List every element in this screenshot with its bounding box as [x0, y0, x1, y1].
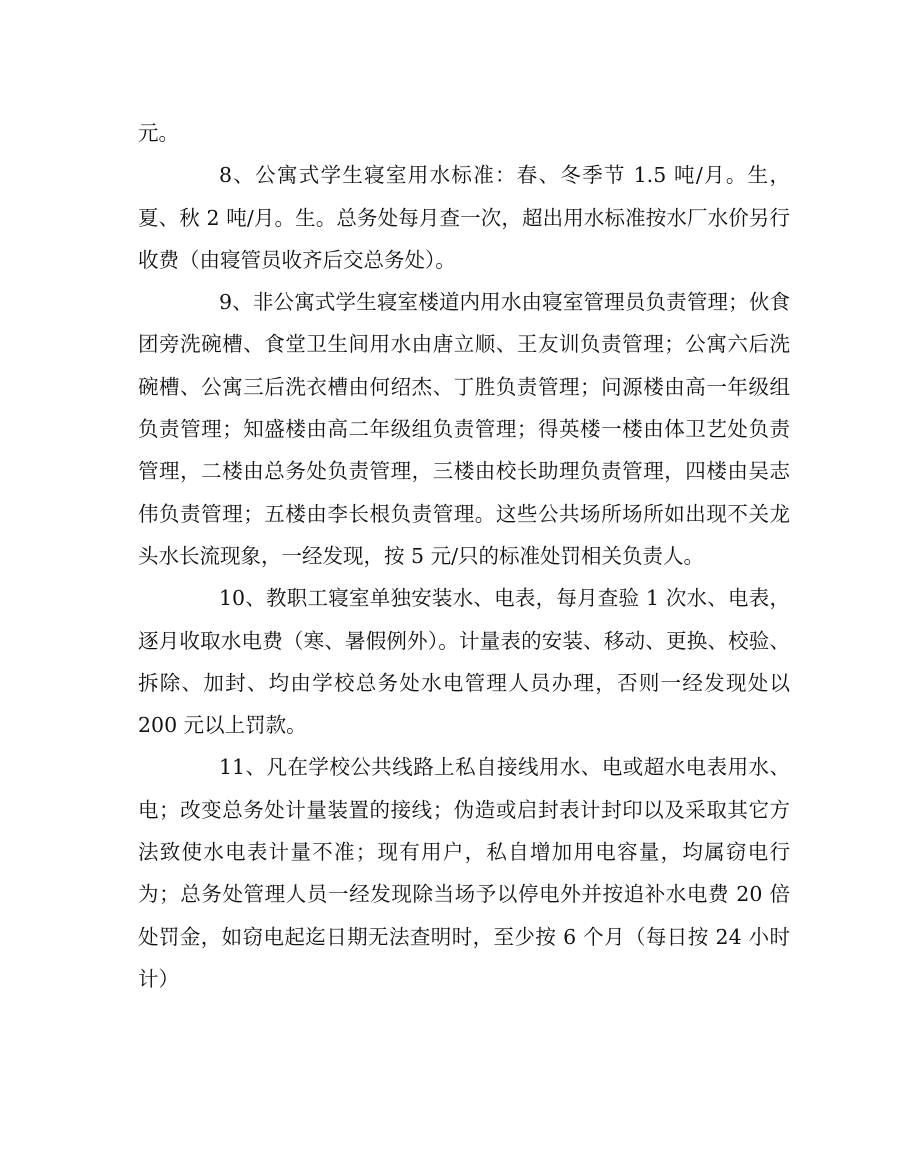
paragraph-item-10: 10、教职工寝室单独安装水、电表，每月查验 1 次水、电表，逐月收取水电费（寒、暑假例外）。计量表的安装、移动、更换、校验、拆除、加封、均由学校总务处水电管理人员办理，否则一经发现处以 200 元以上罚款。 — [138, 586, 790, 738]
paragraph-item-8: 8、公寓式学生寝室用水标准：春、冬季节 1.5 吨/月。生，夏、秋 2 吨/月。生。总务处每月查一次，超出用水标准按水厂水价另行收费（由寝管员收齐后交总务处）。 — [138, 163, 790, 272]
document-body — [138, 112, 790, 1000]
paragraph-item-9: 9、非公寓式学生寝室楼道内用水由寝室管理员负责管理；伙食团旁洗碗槽、食堂卫生间用水由唐立顺、王友训负责管理；公寓六后洗碗槽、公寓三后洗衣槽由何绍杰、丁胜负责管理；问源楼由高一年级组负责管理；知盛楼由高二年级组负责管理；得英楼一楼由体卫艺处负责管理，二楼由总务处负责管理，三楼由校长助理负责管理，四楼由吴志伟负责管理；五楼由李长根负责管理。这些公共场所场所如出现不关龙头水长流现象，一经发现，按 5 元/只的标准处罚相关负责人。 — [138, 290, 790, 568]
paragraph-continuation: 元。 — [138, 121, 179, 145]
paragraph-item-11: 11、凡在学校公共线路上私自接线用水、电或超水电表用水、电；改变总务处计量装置的接线；伪造或启封表计封印以及采取其它方法致使水电表计量不准；现有用户，私自增加用电容量，均属窃电行为；总务处管理人员一经发现除当场予以停电外并按追补水电费 20 倍处罚金，如窃电起迄日期无法查明时，至少按 6 个月（每日按 24 小时计） — [138, 755, 790, 991]
